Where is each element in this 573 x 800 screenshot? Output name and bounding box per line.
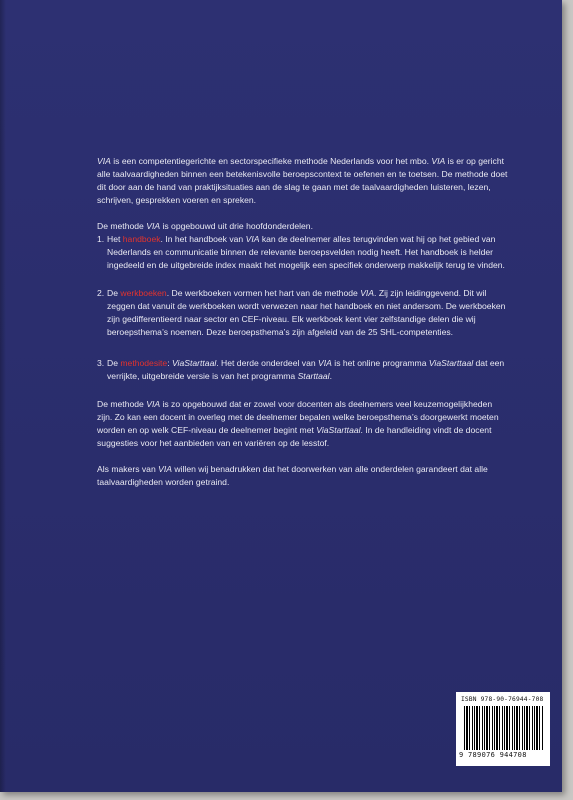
werkboeken-link[interactable]: werkboeken xyxy=(120,288,167,298)
list-number: 3. xyxy=(97,358,105,368)
list-number: 2. xyxy=(97,288,105,298)
item-text: : xyxy=(167,358,172,368)
cover-text xyxy=(97,155,509,502)
intro-via-1: VIA xyxy=(97,156,111,166)
structure-via: VIA xyxy=(146,221,161,231)
item-text: . Het derde onderdeel van xyxy=(216,358,319,368)
list-item-methodesite xyxy=(97,357,509,383)
item-starttaal: Starttaal xyxy=(297,371,330,381)
list-item-handboek xyxy=(97,233,509,272)
options-text-1: De methode xyxy=(97,399,147,409)
item-via: VIA xyxy=(360,288,375,298)
list-number: 1. xyxy=(97,234,105,244)
item-pre: Het xyxy=(107,234,123,244)
item-via: VIA xyxy=(245,234,260,244)
closing-text-1: Als makers van xyxy=(97,464,159,474)
item-text: . De werkboeken vormen het hart van de methode xyxy=(166,288,361,298)
item-text: . Zij zijn leidinggevend. Dit wil zeggen dat vanuit de werkboeken wordt verwezen naar het handboek en niet andersom. De werkboeken zijn gedifferentieerd naar sector en CEF-niveau. Elk werkboek kent vier zelfstandige delen die wij beroepsthema’s noemen. Deze beroepsthema’s zijn afgeleid van de 25 SHL-competenties. xyxy=(107,288,506,337)
structure-text-1: De methode xyxy=(97,221,147,231)
structure-intro xyxy=(97,220,509,233)
isbn-number: ISBN 978-90-76944-708 xyxy=(461,696,544,703)
options-paragraph xyxy=(97,398,509,450)
intro-text-1: is een competentiegerichte en sectorspecifieke methode Nederlands voor het mbo. xyxy=(110,156,432,166)
item-via: VIA xyxy=(318,358,332,368)
barcode-label xyxy=(456,692,550,766)
item-viastarttaal: ViaStarttaal xyxy=(171,358,217,368)
barcode-icon xyxy=(464,706,544,750)
item-text: dat een verrijkte, uitgebreide versie is van het programma xyxy=(107,358,505,381)
options-via: VIA xyxy=(146,399,161,409)
item-text: is het online programma xyxy=(331,358,429,368)
item-text: . xyxy=(329,371,332,381)
spine-shadow xyxy=(0,0,6,792)
structure-text-2: is opgebouwd uit drie hoofdonderdelen. xyxy=(160,221,313,231)
options-text-3: . In de handleiding vindt de docent suggesties voor het aanbieden van en variëren op de lesstof. xyxy=(97,425,492,448)
closing-via: VIA xyxy=(158,464,172,474)
methodesite-link[interactable]: methodesite xyxy=(120,358,168,368)
item-pre: De xyxy=(107,288,121,298)
item-text: . In het handboek van xyxy=(160,234,246,244)
options-viastarttaal: ViaStarttaal xyxy=(316,425,361,435)
components-list xyxy=(97,233,509,383)
handboek-link[interactable]: handboek xyxy=(122,234,161,244)
intro-paragraph xyxy=(97,155,509,207)
list-item-werkboeken xyxy=(97,287,509,339)
closing-paragraph xyxy=(97,463,509,489)
item-pre: De xyxy=(107,358,121,368)
intro-via-2: VIA xyxy=(431,156,446,166)
item-text: kan de deelnemer alles terugvinden wat hij op het gebied van Nederlands en communicatie binnen de relevante beroepsvelden nodig heeft. Het handboek is helder ingedeeld en de uitgebreide index maakt het mogelijk een specifiek onderwerp makkelijk terug te vinden. xyxy=(107,234,505,270)
options-text-2: is zo opgebouwd dat er zowel voor docenten als deelnemers veel keuzemogelijkheden zijn. Zo kan een docent in overleg met de deelnemer bepalen welke beroepsthema’s doorgewerkt moeten worden en op welk CEF-niveau de deelnemer begint met xyxy=(97,399,499,435)
item-viastarttaal: ViaStarttaal xyxy=(428,358,474,368)
closing-text-2: willen wij benadrukken dat het doorwerken van alle onderdelen garandeert dat alle taalvaardigheden worden getraind. xyxy=(97,464,488,487)
barcode-digits: 9 789076 944708 xyxy=(459,751,527,759)
intro-text-2: is er op gericht alle taalvaardigheden binnen een betekenisvolle beroepscontext te oefenen en te toetsen. De methode doet dit door aan de hand van praktijksituaties aan de slag te gaan met de taalvaardigheden luisteren, lezen, schrijven, gesprekken voeren en spreken. xyxy=(97,156,508,205)
